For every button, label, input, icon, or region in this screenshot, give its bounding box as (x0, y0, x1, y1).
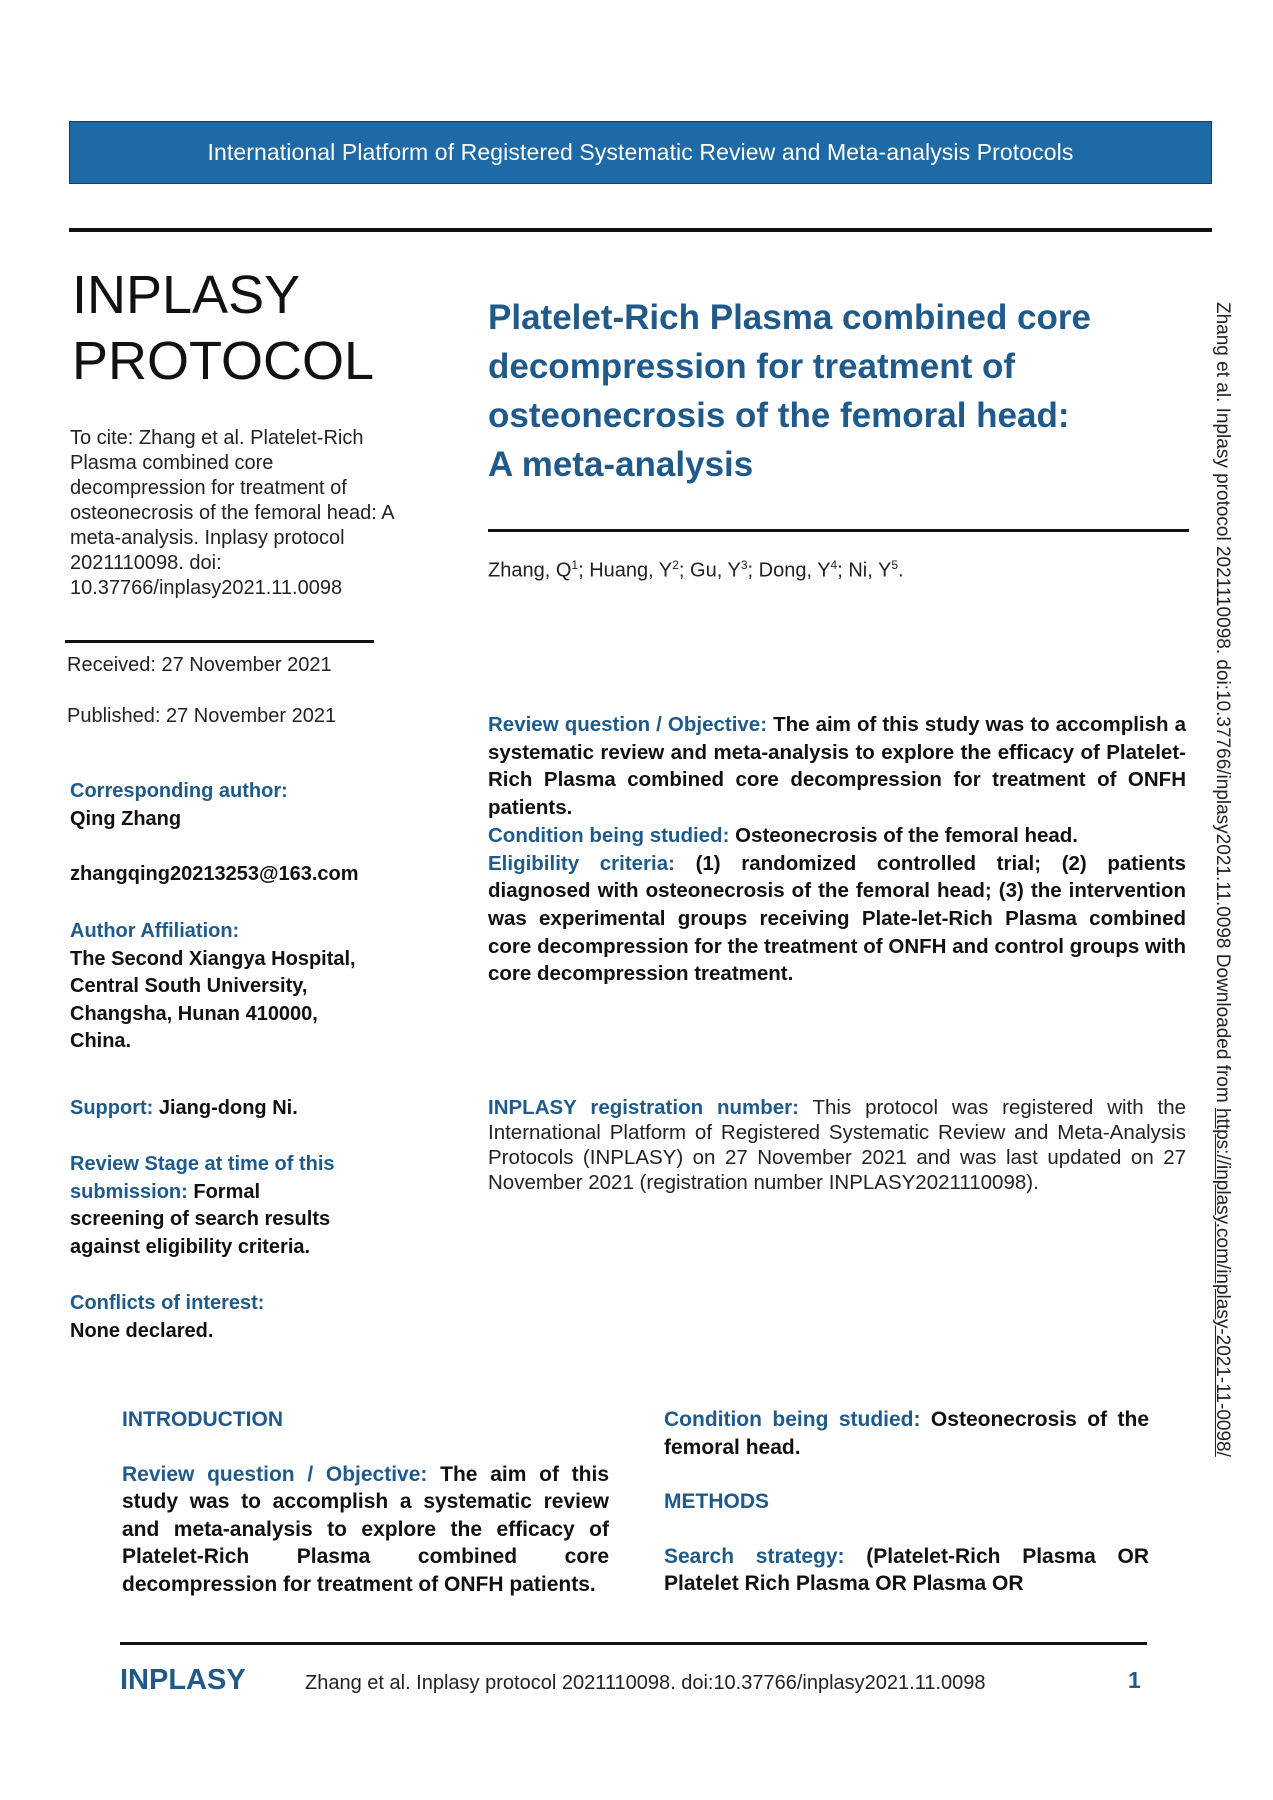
heading-line-1: INPLASY (72, 265, 301, 325)
heading-line-2: PROTOCOL (72, 331, 375, 391)
author-email[interactable] (70, 861, 410, 889)
affiliation-line: The Second Xiangya Hospital, (70, 947, 356, 970)
corresponding-author (70, 778, 410, 833)
footer-rule (120, 1642, 1147, 1645)
top-rule (69, 228, 1212, 232)
corresponding-label: Corresponding author: (70, 780, 288, 802)
page-number: 1 (1128, 1667, 1141, 1693)
author-separator: ; (837, 559, 849, 582)
support-value: Jiang-dong Ni. (153, 1097, 298, 1119)
review-stage-label: Review Stage at time of this (70, 1153, 335, 1175)
author-list (488, 558, 904, 583)
title-line: Platelet-Rich Plasma combined core (488, 298, 1091, 337)
support-label: Support: (70, 1097, 154, 1119)
title-line: A meta-analysis (488, 445, 754, 484)
author-separator: ; (578, 559, 590, 582)
platform-banner: International Platform of Registered Systematic Review and Meta-analysis Protocols (69, 121, 1212, 184)
footer-logo: INPLASY (120, 1664, 246, 1696)
title-line: decompression for treatment of (488, 347, 1016, 386)
review-stage-value-2: screening of search results (70, 1208, 331, 1230)
affiliation-line: Central South University, (70, 975, 308, 997)
col-condition-text: Osteonecrosis of the femoral head. (664, 1408, 1150, 1459)
eligibility-paragraph (488, 850, 1186, 989)
objective-label: Review question / Objective: (488, 713, 768, 736)
affiliation-block (70, 918, 410, 1056)
author-name: Dong, Y (758, 559, 831, 582)
conflicts-value: None declared. (70, 1319, 214, 1342)
published-date: Published: 27 November 2021 (67, 705, 337, 727)
author-name: Ni, Y (848, 559, 892, 582)
author-separator: ; (747, 559, 759, 582)
registration-paragraph (488, 1095, 1186, 1195)
condition-label: Condition being studied: (488, 823, 730, 847)
side-download-note (1211, 302, 1233, 1457)
search-strategy-paragraph (664, 1543, 1149, 1598)
title-rule (488, 529, 1189, 532)
introduction-column (122, 1406, 609, 1598)
affiliation-label: Author Affiliation: (70, 920, 240, 942)
objective-paragraph (488, 711, 1186, 822)
col-condition-label: Condition being studied: (664, 1408, 921, 1431)
citation-text: To cite: Zhang et al. Platelet-Rich Plasma combined core decompression for treatment of osteonecrosis of the femoral head: A meta-analysis. Inplasy protocol 2021110098. doi: 10.37766/inplasy2021.11.0098 (70, 427, 394, 599)
author-name: Qing Zhang (70, 807, 182, 830)
registration-label: INPLASY registration number: (488, 1096, 799, 1119)
methods-column (664, 1406, 1149, 1598)
affiliation-line: China. (70, 1030, 132, 1052)
protocol-heading (72, 262, 374, 394)
author-separator: ; (678, 559, 691, 582)
email-text[interactable]: zhangqing20213253@163.com (70, 863, 359, 885)
affiliation-line: Changsha, Hunan 410000, (70, 1002, 318, 1025)
eligibility-label: Eligibility criteria: (488, 851, 675, 875)
intro-objective-text: The aim of this study was to accomplish a systematic review and meta-analysis to explore the efficacy of Platelet-Rich Plasma combined core decompression for treatment of ONFH patients. (122, 1462, 609, 1596)
objective-text: The aim of this study was to accomplish a systematic review and meta-analysis to explore the efficacy of Platelet-Rich Plasma combined core decompression for treatment of ONFH patients. (488, 713, 1186, 820)
search-strategy-label: Search strategy: (664, 1544, 845, 1568)
review-stage-value-3: against eligibility criteria. (70, 1235, 311, 1258)
abstract (488, 711, 1186, 988)
review-stage-label-2: submission: (70, 1180, 188, 1203)
author-name: Huang, Y (589, 559, 673, 582)
author-name: Zhang, Q (488, 559, 572, 582)
download-link[interactable]: https://inplasy.com/inplasy-2021-11-0098/ (1212, 1107, 1233, 1457)
intro-objective-label: Review question / Objective: (122, 1462, 428, 1486)
col-condition-paragraph (664, 1406, 1149, 1461)
author-affil-index: 3 (740, 558, 748, 572)
review-stage-value: Formal (187, 1180, 261, 1203)
introduction-heading: INTRODUCTION (122, 1408, 283, 1431)
received-date: Received: 27 November 2021 (67, 654, 332, 676)
author-affil-index: 2 (672, 558, 679, 572)
side-note-text: Zhang et al. Inplasy protocol 2021110098. doi:10.37766/inplasy2021.11.0098 Downloaded from (1212, 302, 1233, 1108)
footer-citation: Zhang et al. Inplasy protocol 2021110098. doi:10.37766/inplasy2021.11.0098 (305, 1672, 986, 1694)
author-affil-index: 1 (571, 558, 579, 572)
cite-rule (65, 640, 374, 643)
search-strategy-text: (Platelet-Rich Plasma OR Platelet Rich Plasma OR Plasma OR (664, 1544, 1150, 1595)
support-block (70, 1095, 410, 1123)
author-separator: . (898, 559, 904, 582)
author-name: Gu, Y (690, 559, 741, 582)
paper-title (488, 293, 1208, 489)
registration-text: This protocol was registered with the International Platform of Registered Systematic Review and Meta-Analysis Protocols (INPLASY) on 27 November 2021 and was last updated on 27 November 2021 (registration number INPLASY2021110098). (488, 1096, 1187, 1194)
eligibility-text: (1) randomized controlled trial; (2) patients diagnosed with osteonecrosis of the femoral head; (3) the intervention was experimental groups receiving Plate-let-Rich Plasma combined core decompression for the treatment of ONFH and control groups with core decompression treatment. (488, 851, 1186, 986)
conflicts-block (70, 1290, 410, 1345)
title-line: osteonecrosis of the femoral head: (488, 396, 1070, 435)
methods-heading: METHODS (664, 1490, 769, 1513)
intro-objective-paragraph (122, 1461, 609, 1599)
conflicts-label: Conflicts of interest: (70, 1292, 265, 1314)
author-affil-index: 4 (830, 558, 838, 572)
review-stage-block (70, 1151, 410, 1261)
condition-text: Osteonecrosis of the femoral head. (729, 823, 1078, 847)
condition-paragraph (488, 822, 1186, 850)
author-affil-index: 5 (891, 558, 899, 572)
